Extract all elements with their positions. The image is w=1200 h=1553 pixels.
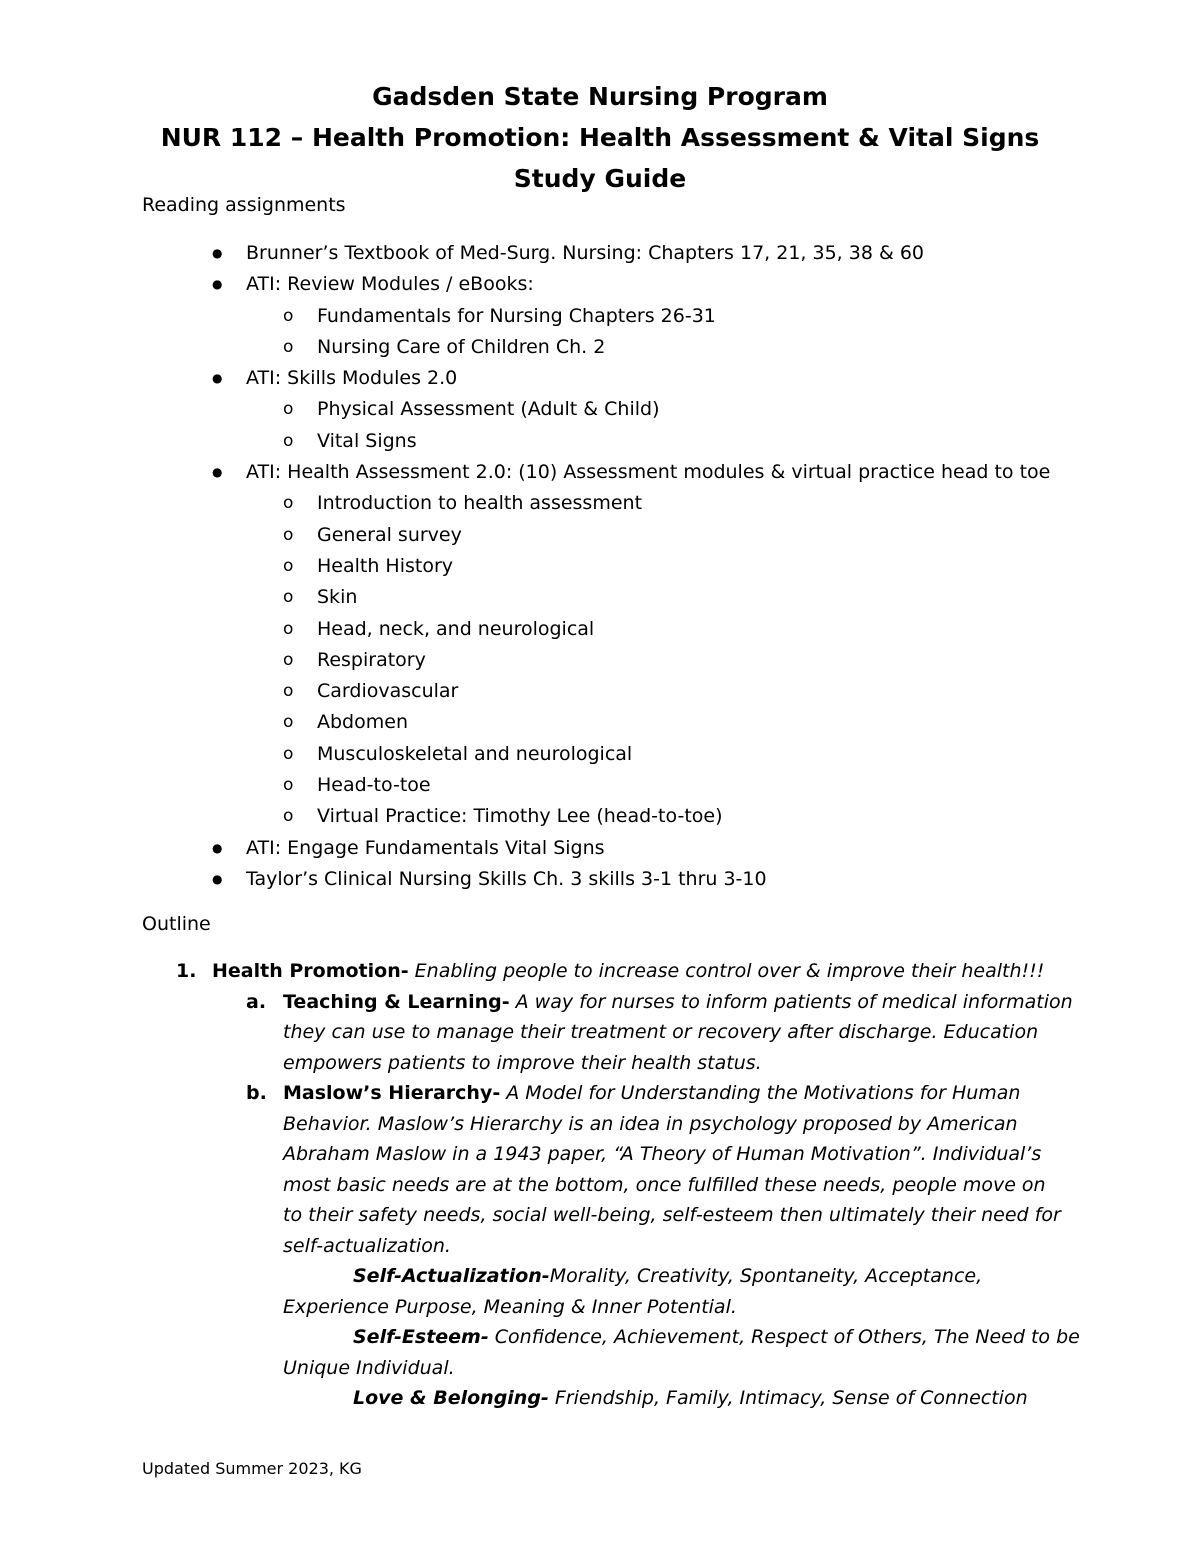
level-definition-line: Unique Individual. — [283, 1356, 455, 1379]
outline-letter: a. — [246, 990, 267, 1013]
outline-definition-line: self-actualization. — [283, 1234, 451, 1257]
outline-definition-line: empowers patients to improve their health status. — [283, 1051, 762, 1074]
outline-definition: Enabling people to increase control over & improve their health!!! — [408, 960, 1045, 982]
outline-definition-line: they can use to manage their treatment or recovery after discharge. Education — [283, 1021, 1039, 1043]
course-title: NUR 112 – Health Promotion: Health Assessment & Vital Signs — [160, 123, 1040, 152]
level-definition-line: Experience Purpose, Meaning & Inner Potential. — [283, 1295, 737, 1318]
page-footer: Updated Summer 2023, KG — [142, 1459, 362, 1478]
outline-number: 1. — [176, 960, 197, 982]
list-item: o Head, neck, and neurological — [0, 614, 1050, 645]
list-item: ● ATI: Review Modules / eBooks: — [0, 269, 1050, 300]
level-term: Self-Esteem- — [353, 1326, 489, 1348]
program-title: Gadsden State Nursing Program — [372, 82, 828, 111]
list-item: ● Taylor’s Clinical Nursing Skills Ch. 3 skills 3-1 thru 3-10 — [0, 864, 1050, 895]
outline-heading: Outline — [142, 913, 211, 935]
list-item: o Head-to-toe — [0, 770, 1050, 801]
outline-definition-line: to their safety needs, social well-being, self-esteem then ultimately their need for — [283, 1204, 1061, 1226]
outline-definition: A way for nurses to inform patients of medical information — [509, 990, 1073, 1013]
list-item: ● Brunner’s Textbook of Med-Surg. Nursing: Chapters 17, 21, 35, 38 & 60 — [0, 238, 1050, 269]
list-item: o Skin — [0, 582, 1050, 613]
list-item: o Physical Assessment (Adult & Child) — [0, 394, 1050, 425]
document-header — [0, 76, 1200, 199]
outline-definition-line: Abraham Maslow in a 1943 paper, “A Theory of Human Motivation”. Individual’s — [283, 1143, 1042, 1165]
outline-definition-line: Behavior. Maslow’s Hierarchy is an idea in psychology proposed by American — [283, 1112, 1018, 1135]
outline-term: Maslow’s Hierarchy- — [283, 1082, 501, 1104]
maslow-level-love-belonging — [0, 1383, 1080, 1414]
level-definition: Morality, Creativity, Spontaneity, Acceptance, — [549, 1265, 983, 1287]
list-item: o Musculoskeletal and neurological — [0, 739, 1050, 770]
outline-item-maslow — [0, 1078, 1080, 1109]
list-item: o Fundamentals for Nursing Chapters 26-31 — [0, 301, 1050, 332]
list-item: o Nursing Care of Children Ch. 2 — [0, 332, 1050, 363]
outline-definition: A Model for Understanding the Motivations for Human — [500, 1082, 1021, 1104]
outline-item-teaching-learning — [0, 987, 1080, 1018]
maslow-level-self-esteem — [0, 1322, 1080, 1353]
outline-letter: b. — [246, 1082, 267, 1104]
list-item: o General survey — [0, 520, 1050, 551]
maslow-level-self-actualization — [0, 1261, 1080, 1292]
list-item: ● ATI: Health Assessment 2.0: (10) Assessment modules & virtual practice head to toe — [0, 457, 1050, 488]
outline-body — [0, 956, 1080, 1414]
level-term: Love & Belonging- — [353, 1387, 549, 1409]
level-definition: Friendship, Family, Intimacy, Sense of Connection — [548, 1387, 1028, 1409]
outline-term: Health Promotion- — [212, 960, 409, 982]
outline-item-health-promotion — [0, 956, 1080, 987]
list-item: o Abdomen — [0, 707, 1050, 738]
guide-title: Study Guide — [513, 164, 687, 193]
list-item: o Vital Signs — [0, 426, 1050, 457]
list-item: o Health History — [0, 551, 1050, 582]
reading-list — [0, 238, 1050, 895]
reading-assignments-heading: Reading assignments — [142, 194, 346, 216]
outline-definition-line: most basic needs are at the bottom, once fulfilled these needs, people move on — [283, 1173, 1046, 1196]
list-item: o Introduction to health assessment — [0, 488, 1050, 519]
list-item: o Respiratory — [0, 645, 1050, 676]
list-item: ● ATI: Skills Modules 2.0 — [0, 363, 1050, 394]
level-term: Self-Actualization- — [353, 1265, 550, 1287]
list-item: o Cardiovascular — [0, 676, 1050, 707]
list-item: o Virtual Practice: Timothy Lee (head-to-toe) — [0, 801, 1050, 832]
outline-term: Teaching & Learning- — [283, 990, 510, 1013]
level-definition: Confidence, Achievement, Respect of Others, The Need to be — [488, 1326, 1080, 1348]
list-item: ● ATI: Engage Fundamentals Vital Signs — [0, 833, 1050, 864]
